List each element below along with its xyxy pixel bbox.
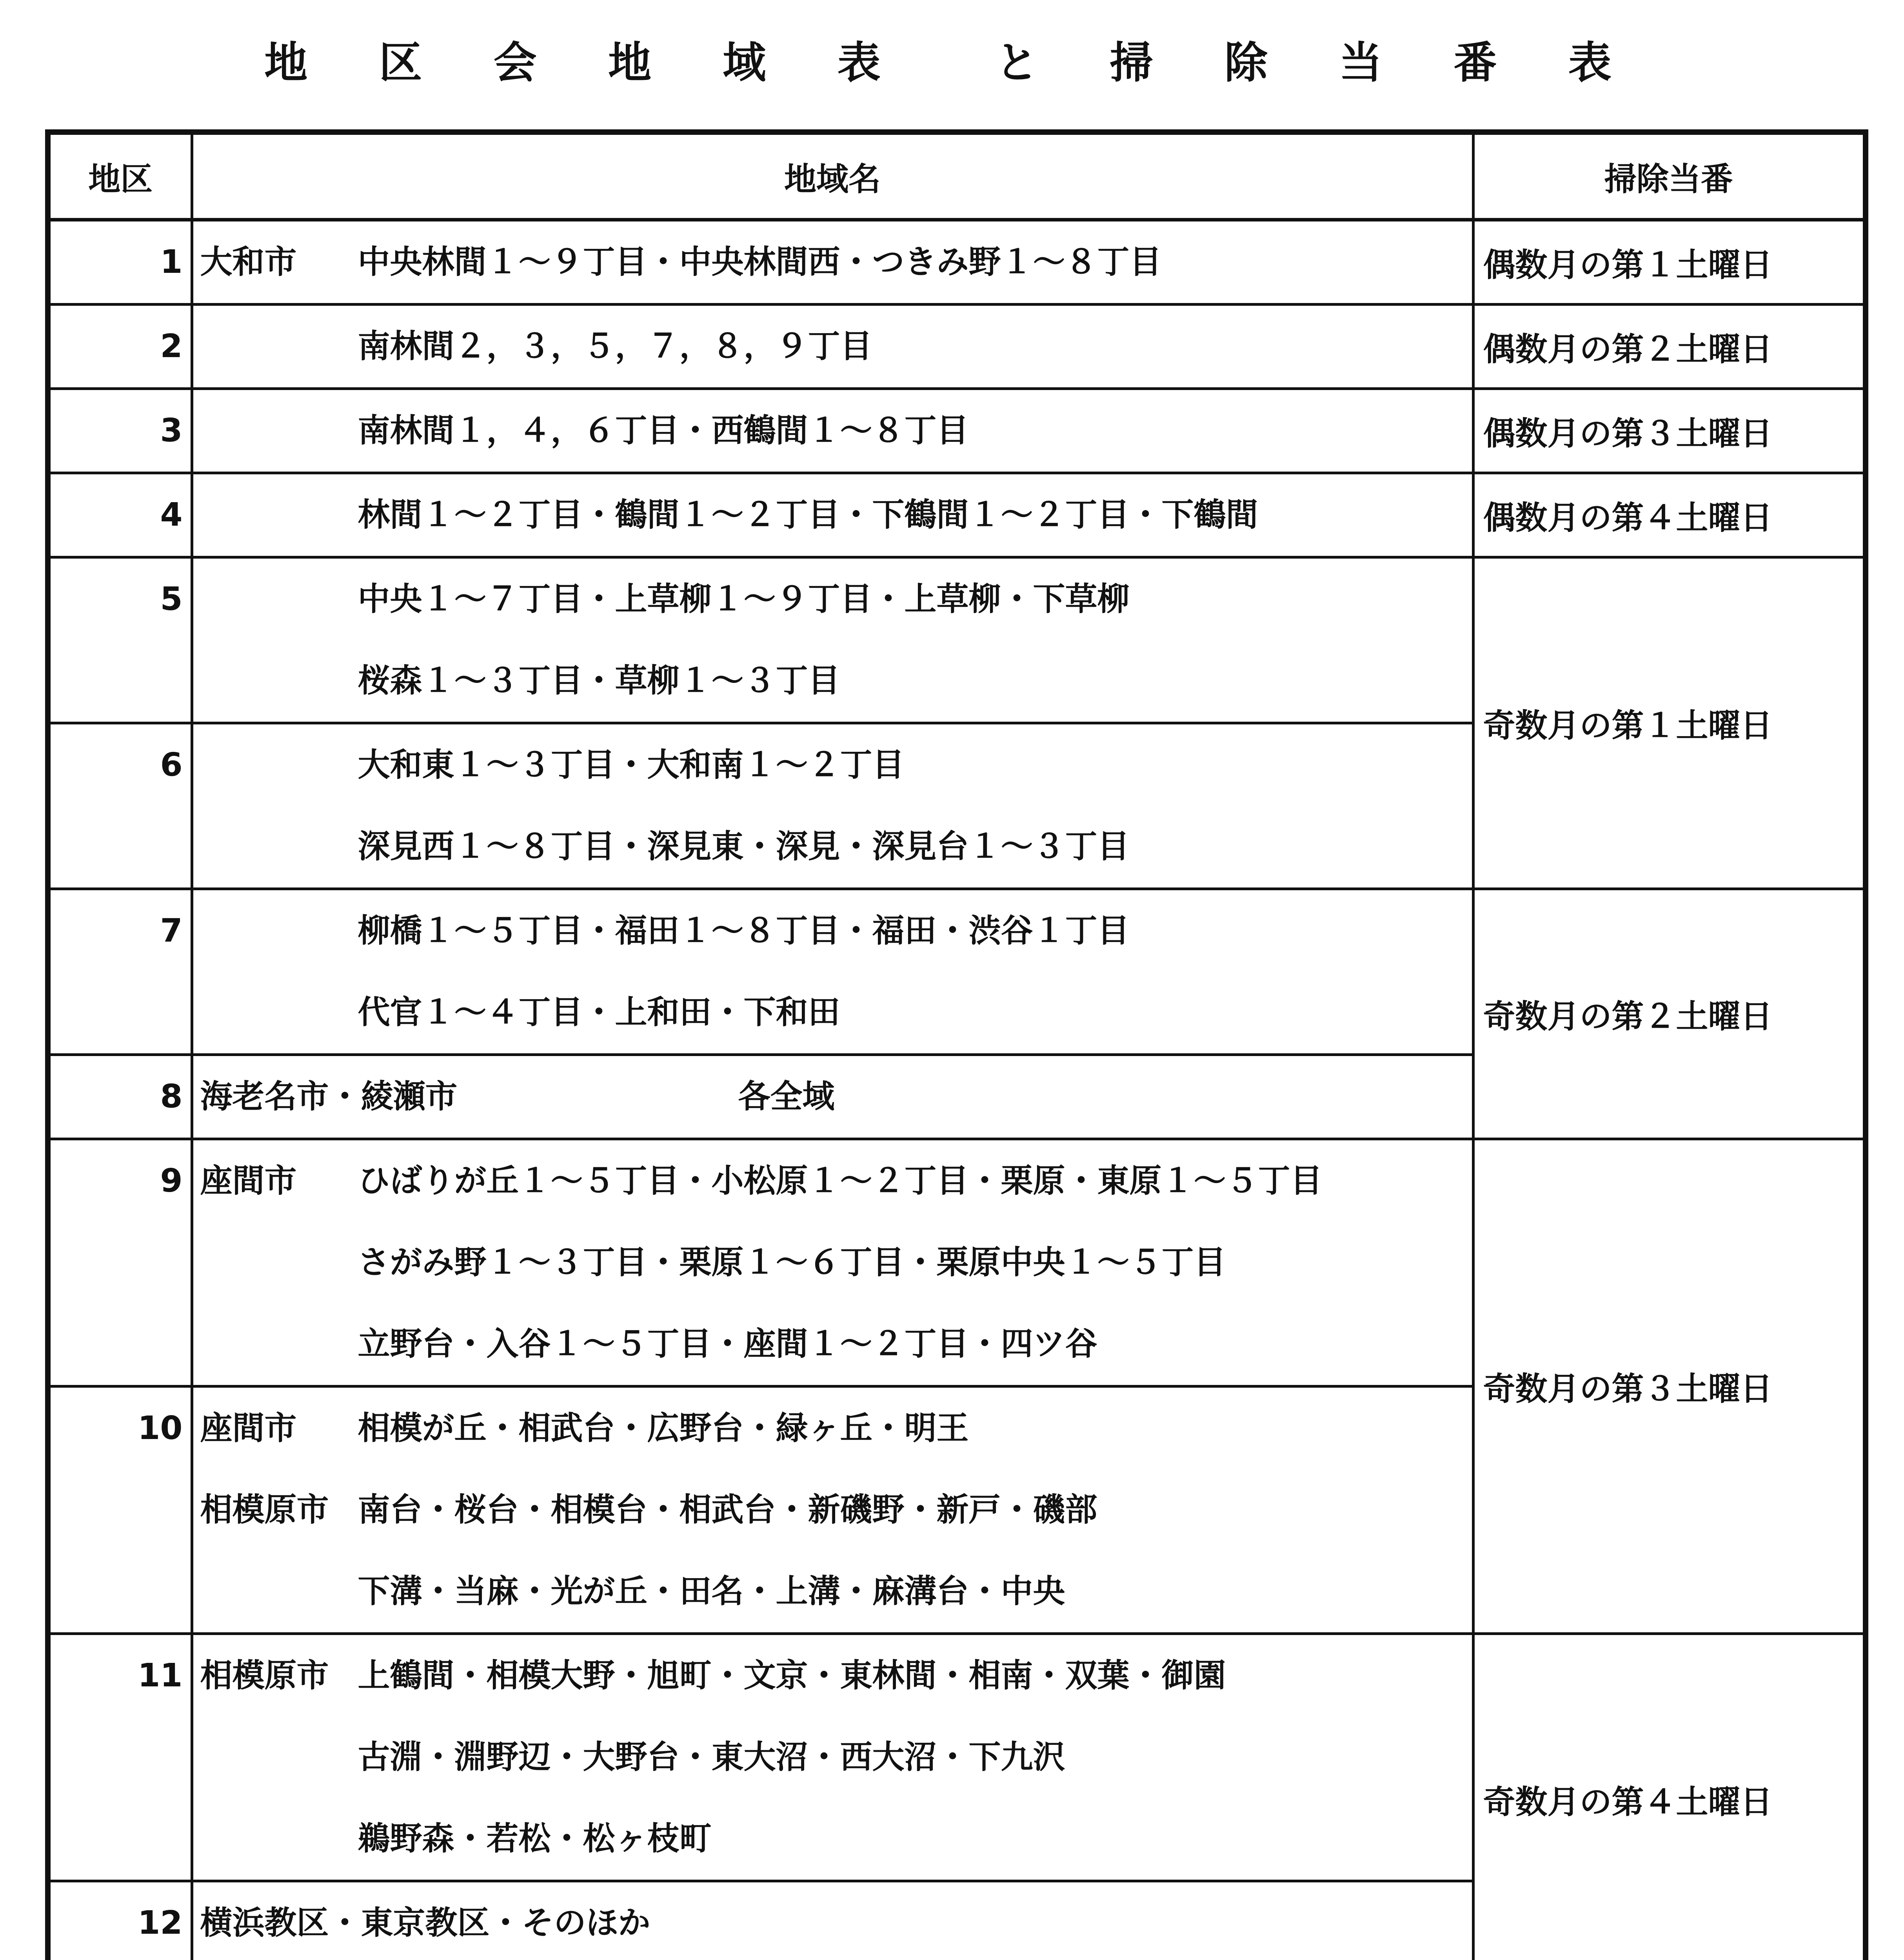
area-name: 各全域 <box>738 1078 835 1115</box>
area-cell <box>192 305 1473 389</box>
district-number: 11 <box>48 1634 192 1881</box>
header-duty: 掃除当番 <box>1473 132 1866 220</box>
duty-cell: 奇数月の第１土曜日 <box>1473 557 1866 889</box>
district-number: 7 <box>48 889 192 1055</box>
area-name: 深見西１～８丁目・深見東・深見・深見台１～３丁目 <box>358 828 1130 865</box>
district-number: 3 <box>48 389 192 473</box>
area-cell <box>192 1055 1473 1139</box>
district-number: 9 <box>48 1139 192 1387</box>
header-area-name: 地域名 <box>192 132 1473 220</box>
area-name: 立野台・入谷１～５丁目・座間１～２丁目・四ツ谷 <box>358 1325 1097 1363</box>
area-name: 下溝・当麻・光が丘・田名・上溝・麻溝台・中央 <box>358 1573 1065 1610</box>
table-row <box>48 557 1866 723</box>
district-number: 8 <box>48 1055 192 1139</box>
duty-cell: 偶数月の第３土曜日 <box>1473 389 1866 473</box>
duty-cell: 奇数月の第４土曜日 <box>1473 1634 1866 1960</box>
area-cell <box>192 389 1473 473</box>
city-name: 横浜教区・東京教区・そのほか <box>200 1904 650 1942</box>
city-name: 海老名市・綾瀬市 <box>200 1078 458 1115</box>
city-name: 座間市 <box>200 1410 297 1447</box>
area-name: 鵜野森・若松・松ヶ枝町 <box>358 1820 712 1857</box>
area-cell <box>192 723 1473 889</box>
area-name: 柳橋１～５丁目・福田１～８丁目・福田・渋谷１丁目 <box>358 912 1130 949</box>
district-number: 6 <box>48 723 192 889</box>
area-name: 相模が丘・相武台・広野台・緑ヶ丘・明王 <box>358 1410 969 1447</box>
area-name: 南林間１，４，６丁目・西鶴間１～８丁目 <box>358 412 969 449</box>
table-row <box>48 1139 1866 1387</box>
table-row <box>48 473 1866 557</box>
header-district: 地区 <box>48 132 192 220</box>
page-title: 地 区 会 地 域 表 と 掃 除 当 番 表 <box>264 38 1640 88</box>
area-name: 代官１～４丁目・上和田・下和田 <box>358 994 840 1031</box>
table-row <box>48 1634 1866 1881</box>
area-cell <box>192 889 1473 1055</box>
area-name: 上鶴間・相模大野・旭町・文京・東林間・相南・双葉・御園 <box>358 1657 1226 1694</box>
duty-cell: 偶数月の第４土曜日 <box>1473 473 1866 557</box>
city-name: 相模原市 <box>200 1657 329 1694</box>
area-name: ひばりが丘１～５丁目・小松原１～２丁目・栗原・東原１～５丁目 <box>358 1162 1323 1200</box>
area-cell <box>192 473 1473 557</box>
area-cell <box>192 557 1473 723</box>
note-fifth-saturday <box>196 1948 882 1960</box>
district-table <box>45 129 1868 1960</box>
area-name: さがみ野１～３丁目・栗原１～６丁目・栗原中央１～５丁目 <box>358 1244 1226 1281</box>
district-number: 4 <box>48 473 192 557</box>
area-name: 中央林間１～９丁目・中央林間西・つきみ野１～８丁目 <box>358 243 1162 281</box>
duty-cell: 偶数月の第２土曜日 <box>1473 305 1866 389</box>
area-name: 南台・桜台・相模台・相武台・新磯野・新戸・磯部 <box>358 1491 1097 1528</box>
area-name: 林間１～２丁目・鶴間１～２丁目・下鶴間１～２丁目・下鶴間 <box>358 496 1258 534</box>
duty-cell: 奇数月の第２土曜日 <box>1473 889 1866 1139</box>
table-row <box>48 889 1866 1055</box>
table-row <box>48 220 1866 305</box>
table-row <box>48 305 1866 389</box>
city-name: 大和市 <box>200 243 297 281</box>
area-cell <box>192 1634 1473 1881</box>
area-name: 古淵・淵野辺・大野台・東大沼・西大沼・下九沢 <box>358 1739 1065 1776</box>
district-number: 1 <box>48 220 192 305</box>
area-name: 南林間２，３，５，７，８，９丁目 <box>358 328 872 365</box>
area-name: 大和東１～３丁目・大和南１～２丁目 <box>358 746 905 784</box>
duty-cell: 偶数月の第１土曜日 <box>1473 220 1866 305</box>
duty-cell: 奇数月の第３土曜日 <box>1473 1139 1866 1634</box>
area-cell <box>192 1387 1473 1634</box>
area-name: 桜森１～３丁目・草柳１～３丁目 <box>358 662 840 699</box>
area-name: 中央１～７丁目・上草柳１～９丁目・上草柳・下草柳 <box>358 581 1130 618</box>
area-cell <box>192 1139 1473 1387</box>
city-name: 相模原市 <box>200 1491 329 1528</box>
district-number: 12 <box>48 1881 192 1960</box>
district-number: 5 <box>48 557 192 723</box>
area-cell <box>192 220 1473 305</box>
district-number: 2 <box>48 305 192 389</box>
city-name: 座間市 <box>200 1162 297 1200</box>
notes <box>196 1948 882 1960</box>
table-row <box>48 389 1866 473</box>
district-number: 10 <box>48 1387 192 1634</box>
district-table-header <box>48 132 1866 220</box>
